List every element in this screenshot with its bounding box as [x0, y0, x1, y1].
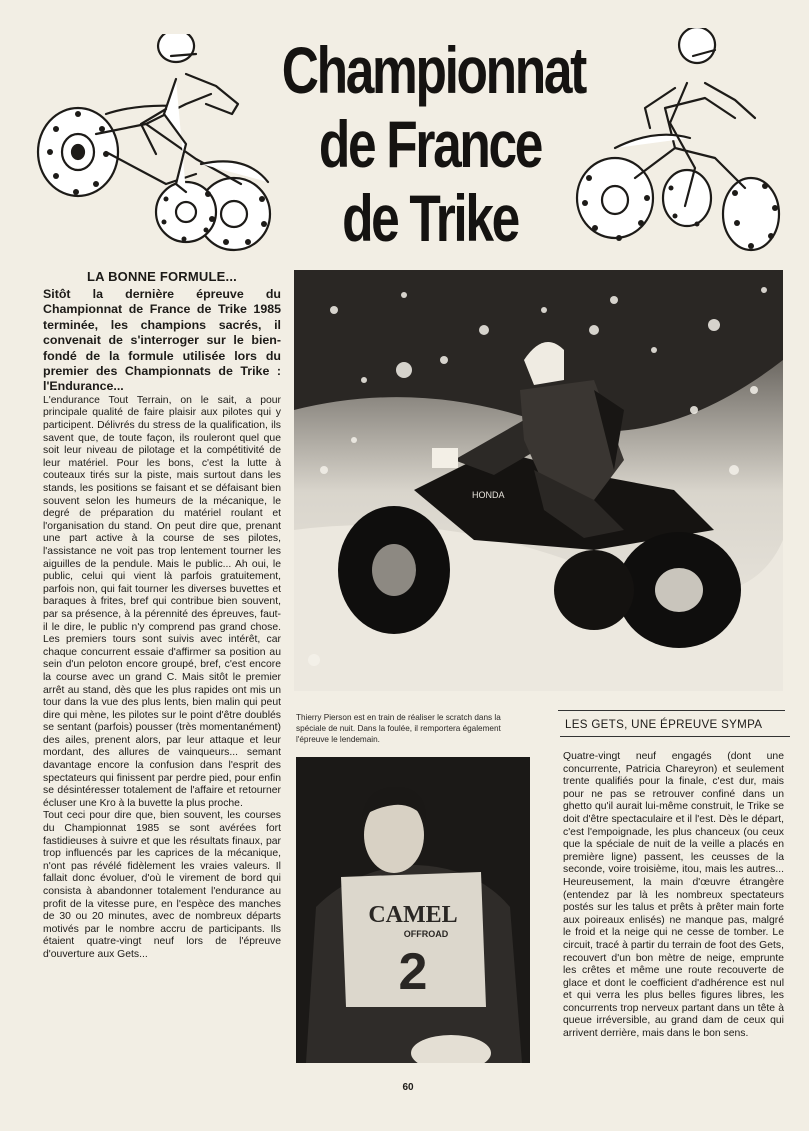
- photo-trike-night-snow: [294, 270, 783, 691]
- headline-line-3: de Trike: [342, 181, 518, 255]
- headline-line-2: de France: [318, 107, 542, 181]
- article-body-paragraph-2: Tout ceci pour dire que, bien souvent, les courses du Championnat 1985 se sont avérées fort fastidieuses à suivre et que les résultats finaux, par trop influencés par les caprices de la mécanique, n'ont pas révélé fidèlement les vraies valeurs. Il fallait donc évoluer, d'où le virement de bord qui consista à abandonner totalement l'endurance au profit de la vitesse pure, en l'espèce des manches de 30 ou 20 minutes, avec de nombreux départs motivés par le nombre accru de participants. Ils étaient quatre-vingt neuf lors de l'épreuve d'ouverture aux Gets...: [43, 810, 281, 960]
- headline-line-1: Championnat: [281, 33, 585, 107]
- page-number: 60: [402, 1082, 414, 1093]
- section-heading-les-gets: LES GETS, UNE ÉPREUVE SYMPA: [560, 718, 790, 737]
- bib-brand: CAMEL: [368, 902, 458, 928]
- article-lead: Sitôt la dernière épreuve du Championnat de France de Trike 1985 terminée, les champions sacrés, il convenait de s'interroger sur le bien-fondé de la formule utilisée lors du premier des Championnats de Trike : l'Endurance...: [43, 287, 281, 394]
- article-body-paragraph-1: L'endurance Tout Terrain, on le sait, a pour principale qualité de faire plaisir aux pilotes qui y participent. Délivrés du stress de la qualification, ils savent que, de toute façon, ils rouleront quel que soit leur niveau de pilotage et la compétitivité de leur matériel. Pour les bons, c'est la lutte à couteaux tirés sur la piste, mais surtout dans les stands, les positions se faisant et se défaisant bien souvent selon les humeurs de la mécanique, le degré de préparation du matériel roulant et l'organisation du stand. On peut dire que, prenant une part active à la course de ses pilotes, l'assistance ne voit pas trop lentement tourner les aiguilles de la pendule. Mais le public... Ah oui, le public, celui qui vient là parfois gratuitement, parfois non, qui fait tourner les diverses buvettes et baraques à frites, bref qui contribue bien souvent, par sa présence, à la pérennité des épreuves, faut-il le dire, le public n'y comprend pas grand chose. Les premiers tours sont suivis avec intérêt, car chaque concurrent essaie d'affirmer sa position au sein d'un peloton encore groupé, bref, c'est encore la course avec un grand C. Mais sitôt le premier arrêt au stand, dès que les plus rapides ont mis un tour dans la vue des plus lents, bien malin qui peut dire qui mène, les pilotes sur le point d'être doublés se sentant (parfois) pousser (très momentanément) des ailes, prenent alors, par leur attaque et leur mordant, des allures de vainqueurs... semant davantage encore la confusion dans l'esprit des spectateurs qui finissent par perdre pied, pour enfin se désintéresser totalement de l'affaire et retourner écluser une Kro à la buvette la plus proche.: [43, 394, 281, 809]
- article-column-left: [43, 269, 281, 962]
- photo-caption: Thierry Pierson est en train de réaliser le scratch dans la spéciale de nuit. Dans la foulée, il remportera également l'épreuve le lendemain.: [296, 713, 501, 744]
- bib-number: 2: [398, 943, 428, 1001]
- article-column-right: [563, 751, 784, 1041]
- trike-rider-illustration-left: [36, 34, 276, 252]
- section-heading-bonne-formule: LA BONNE FORMULE...: [87, 269, 237, 284]
- photo-rider-portrait: [296, 757, 530, 1063]
- trike-rider-illustration-right: [575, 28, 785, 256]
- bike-brand-label: HONDA: [472, 490, 505, 500]
- article-body-les-gets: Quatre-vingt neuf engagés (dont une concurrente, Patricia Chareyron) et seulement trente qualifiés pour la finale, c'est dur, mais pour ne pas se retrouver confiné dans un ghetto qu'il aurait lui-même construit, le Trike se doit d'être spectaculaire et il l'est. Dès le départ, c'est l'empoignade, les plus chanceux (ou ceux que la spéciale de nuit de la veille a placés en première ligne) passent, les ceusses de la seconde, voire troisième, itou, mais les autres... Heureusement, la main d'œuvre étrangère (entendez par là les nombreux spectateurs postés sur les talus et prêts à prêter main forte aux poireaux enlisés) ne manque pas, malgré le froid et la neige qui ne cesse de tomber. Le circuit, tracé à partir du terrain de foot des Gets, recouvert d'un bon mètre de neige, emprunte les crêtes et même une route recouverte de glace et dont le coefficient d'adhérence est nul et qui verra les plus belles figures libres, les concurrents trop nerveux partant dans un tête à queue irréversible, au grand dam de ceux qui arrivent derrière, mais dans le bon sens.: [563, 751, 784, 1040]
- bib-subbrand: OFFROAD: [403, 929, 449, 939]
- sidebar-rule: [558, 710, 785, 711]
